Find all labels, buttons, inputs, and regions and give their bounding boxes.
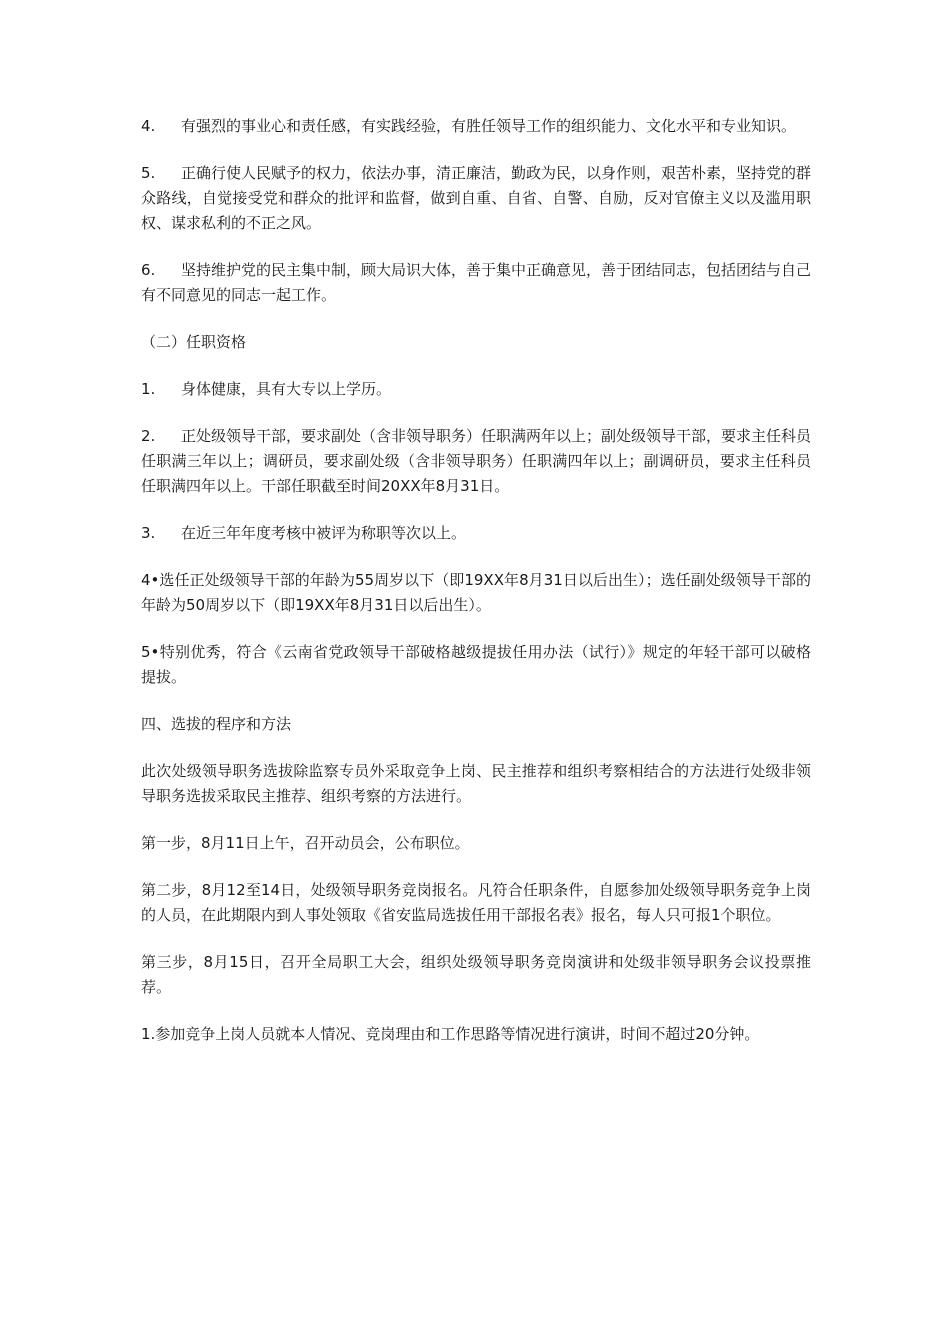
- qualification-item-5: 5•特别优秀，符合《云南省党政领导干部破格越级提拔任用办法（试行）》规定的年轻干部可以破格提拔。: [141, 643, 811, 686]
- qualification-item-3: [141, 521, 811, 546]
- section-heading-qualifications: （二）任职资格: [141, 333, 247, 351]
- step-1-paragraph: 第一步，8月11日上午，召开动员会，公布职位。: [141, 834, 470, 852]
- step-3-paragraph: 第三步，8月15日，召开全局职工大会，组织处级领导职务竞岗演讲和处级非领导职务会议投票推荐。: [141, 953, 811, 996]
- item-text: 正确行使人民赋予的权力，依法办事，清正廉洁，勤政为民，以身作则，艰苦朴素，坚持党的群众路线，自觉接受党和群众的批评和监督，做到自重、自省、自警、自励，反对官僚主义以及滥用职权、谋求私利的不正之风。: [141, 164, 812, 232]
- requirement-item-5: [141, 161, 811, 236]
- step-3-item-1-paragraph: 1.参加竞争上岗人员就本人情况、竞岗理由和工作思路等情况进行演讲，时间不超过20分钟。: [141, 1025, 760, 1043]
- method-intro-paragraph: 此次处级领导职务选拔除监察专员外采取竞争上岗、民主推荐和组织考察相结合的方法进行处级非领导职务选拔采取民主推荐、组织考察的方法进行。: [141, 762, 811, 805]
- qualification-item-4: 4•选任正处级领导干部的年龄为55周岁以下（即19XX年8月31日以后出生）；选任副处级领导干部的年龄为50周岁以下（即19XX年8月31日以后出生）。: [141, 571, 811, 614]
- requirement-item-6: [141, 258, 811, 308]
- item-text: 在近三年年度考核中被评为称职等次以上。: [181, 524, 467, 542]
- item-number: 5.: [141, 164, 156, 182]
- item-number: 6.: [141, 261, 156, 279]
- item-text: 正处级领导干部，要求副处（含非领导职务）任职满两年以上；副处级领导干部，要求主任科员任职满三年以上；调研员，要求副处级（含非领导职务）任职满四年以上；副调研员，要求主任科员任职满四年以上。干部任职截至时间20XX年8月31日。: [141, 427, 812, 495]
- item-text: 身体健康，具有大专以上学历。: [181, 380, 392, 398]
- item-number: 3.: [141, 524, 156, 542]
- qualification-item-1: [141, 377, 811, 402]
- item-text: 坚持维护党的民主集中制，顾大局识大体，善于集中正确意见，善于团结同志，包括团结与自己有不同意见的同志一起工作。: [141, 261, 812, 304]
- item-number: 4.: [141, 117, 156, 135]
- step-2-paragraph: 第二步，8月12至14日，处级领导职务竞岗报名。凡符合任职条件，自愿参加处级领导职务竞争上岗的人员，在此期限内到人事处领取《省安监局选拔任用干部报名表》报名，每人只可报1个职位。: [141, 881, 811, 924]
- section-heading-procedure: 四、选拔的程序和方法: [141, 715, 292, 733]
- item-number: 2.: [141, 427, 156, 445]
- item-number: 1.: [141, 380, 156, 398]
- qualification-item-2: [141, 424, 811, 499]
- document-body: [141, 114, 811, 1069]
- requirement-item-4: [141, 114, 811, 139]
- item-text: 有强烈的事业心和责任感，有实践经验，有胜任领导工作的组织能力、文化水平和专业知识。: [181, 117, 797, 135]
